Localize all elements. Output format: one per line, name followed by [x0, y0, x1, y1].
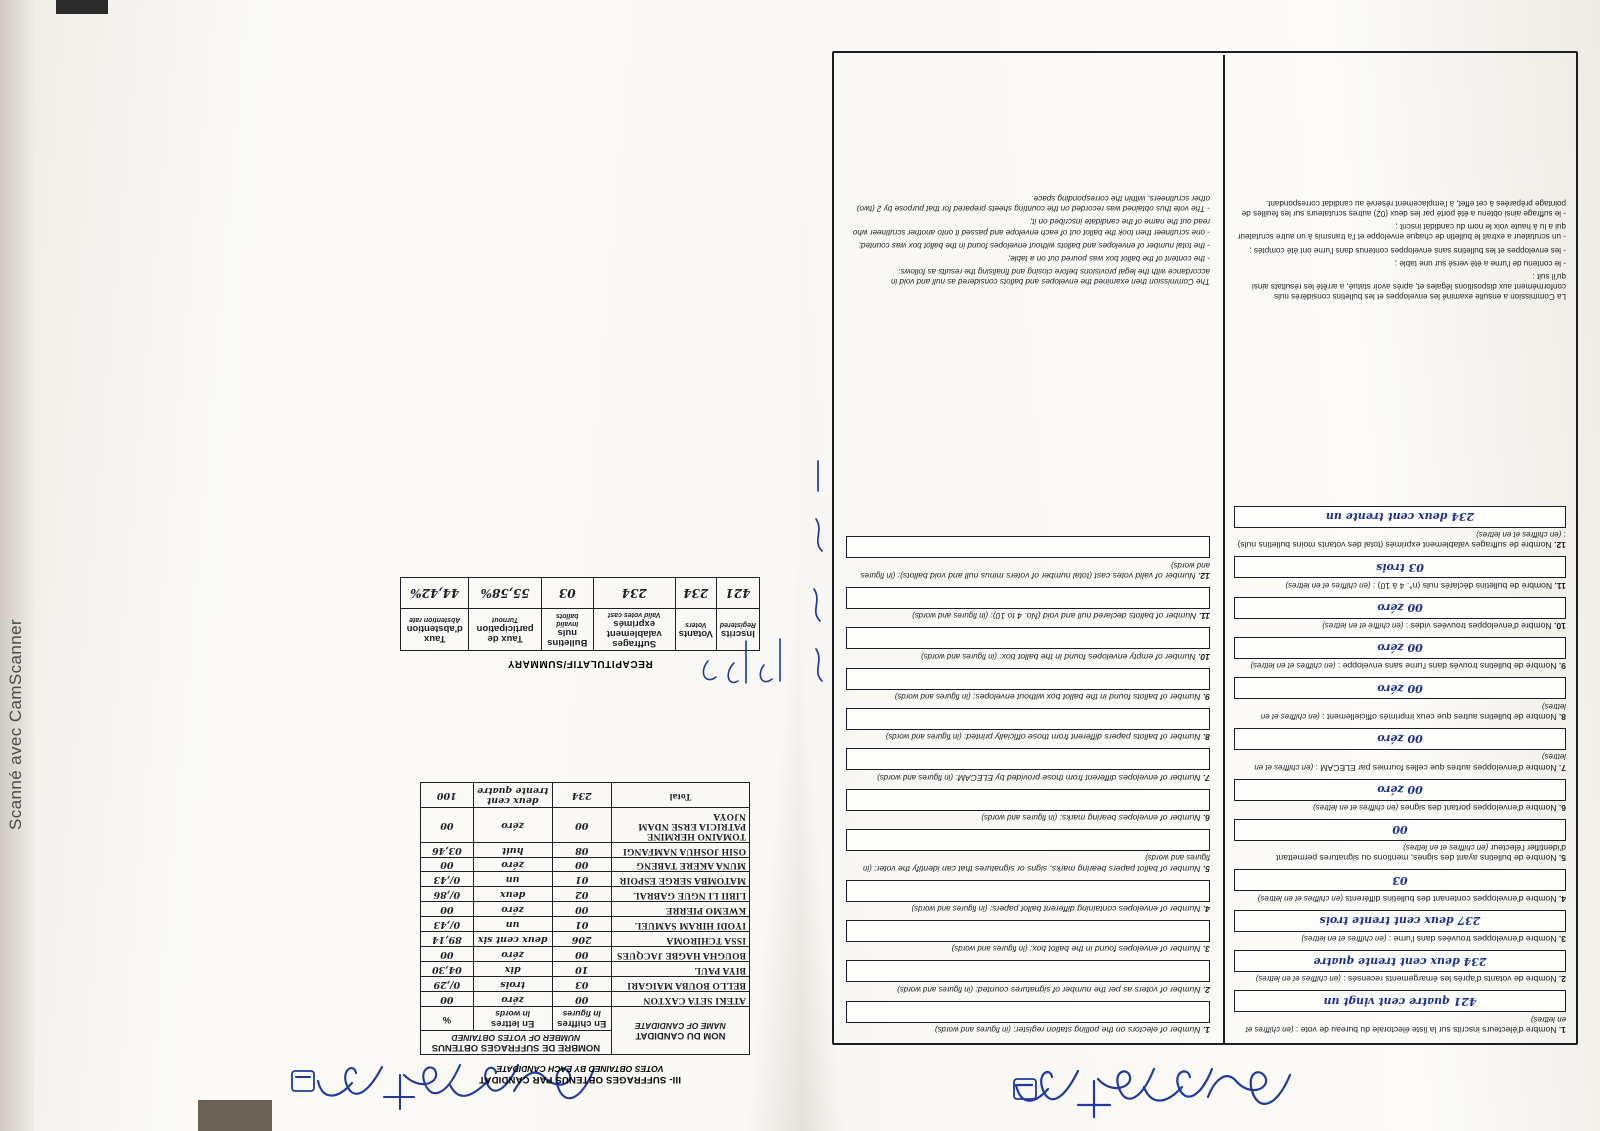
candidate-name: IYODI HIRAM SAMUEL [611, 917, 749, 932]
votes-words: deux cent six [473, 932, 552, 947]
result-value-box[interactable] [846, 1001, 1210, 1023]
recap-column-header: Votants Voters [675, 608, 716, 650]
section-heading: III- SUFFRAGES OBTENUS PAR CANDIDAT VOTES OBTAINED BY EACH CANDIDATE [479, 1064, 681, 1085]
result-item: 2. Number of voters as per the number of signatures counted: (in figures and words) [848, 960, 1210, 994]
result-item: 5. Number of ballot papers bearing marks, signs or signatures that can identify the voter: (in figures and words) [848, 829, 1210, 874]
result-value-box[interactable]: 00 zéro [1234, 779, 1566, 801]
candidate-name: MATOMBA SERGE ESPOIR [611, 872, 749, 887]
result-item: 5. Nombre de bulletins ayant des signes, mentions ou signatures permettant d'identifier l'électeur (en chiffres et en lettres) 00 [1236, 819, 1566, 863]
results-column-french [1236, 500, 1566, 1035]
table-row [421, 977, 750, 992]
recap-value: 234 [593, 577, 675, 608]
recap-column-header: Suffrages valablement exprimés Valid votes cast [593, 608, 675, 650]
table-row [421, 842, 750, 857]
votes-figures: 08 [552, 842, 611, 857]
frame-divider [1223, 55, 1225, 1045]
votes-percent: 03,46 [421, 842, 474, 857]
votes-figures: 00 [552, 807, 611, 842]
preamble-paragraph: - le suffrage ainsi obtenu a été porté par les deux (02) autres scrutateurs sur les feuilles de pointage préparées à cet effet, à l'emplacement réservé au candidat correspondant. [1241, 199, 1566, 219]
result-item: 2. Nombre de votants d'après les émargements recensés : (en chiffres et en lettres) 234 deux cent trente quatre [1236, 950, 1566, 984]
votes-percent: 0/,86 [421, 887, 474, 902]
result-value-box[interactable]: 00 zéro [1234, 728, 1566, 750]
result-value-box[interactable]: 00 [1234, 819, 1566, 841]
preamble-paragraph: La Commission a ensuite examiné les enveloppes et les bulletins considérés nuls conformément aux dispositions légales et, après avoir statué, a arrêté les résultats ainsi qu'il suit : [1251, 271, 1566, 301]
votes-words: zéro [473, 992, 552, 1007]
votes-words: un [473, 872, 552, 887]
votes-percent: 00 [421, 902, 474, 917]
candidate-name: BELLO BOUBA MAIGARI [611, 977, 749, 992]
scan-edge-left [0, 0, 34, 1131]
candidate-votes-table [420, 782, 750, 1055]
result-value-box[interactable]: 234 deux cent trente un [1234, 506, 1566, 528]
recap-title: RECAPITULATIF/SUMMARY [507, 658, 653, 669]
candidate-name: TOMAINO HERMINE PATRICIA ERSE NDAM NJOYA [611, 807, 749, 842]
col-votes-en: NUMBER OF VOTES OBTAINED [451, 1033, 581, 1044]
result-value-box[interactable]: 421 quatre cent vingt un [1234, 990, 1566, 1012]
scan-artifact-top [56, 0, 108, 14]
table-row [421, 992, 750, 1007]
votes-words: huit [473, 842, 552, 857]
votes-percent: 00 [421, 947, 474, 962]
result-value-box[interactable] [846, 880, 1210, 902]
result-item: 1. Number of electors on the polling station register: (in figures and words) [848, 1001, 1210, 1035]
subcol-percent: % [442, 1013, 452, 1025]
table-row [421, 932, 750, 947]
votes-percent: 0/,43 [421, 917, 474, 932]
candidate-name: ATEKI SETA CAXTON [611, 992, 749, 1007]
table-row [421, 947, 750, 962]
table-row [421, 887, 750, 902]
result-value-box[interactable] [846, 668, 1210, 690]
result-item: 4. Nombre d'enveloppes contenant des bulletins différents (en chiffres et en lettres) 03 [1236, 869, 1566, 903]
result-value-box[interactable]: 00 zéro [1234, 677, 1566, 699]
preamble-paragraph: - one scrutineer then took the ballot out of each envelope and passed it onto another scrutineer who read out the name of the candidate inscribed on it; [852, 217, 1210, 237]
recap-column-header: Bulletins nuls Invalid ballots [541, 608, 593, 650]
candidate-name: OSIH JOSHUA NAMFANGI [611, 842, 749, 857]
margin-ink-notes-right [804, 441, 830, 701]
signature-right [1000, 1049, 1300, 1125]
votes-percent: 00 [421, 857, 474, 872]
recap-value: 234 [675, 577, 716, 608]
votes-figures: 00 [552, 992, 611, 1007]
subcol-letters-fr: En lettres [490, 1018, 535, 1030]
votes-figures: 206 [552, 932, 611, 947]
camscanner-watermark: Scanné avec CamScanner [6, 618, 25, 830]
votes-words: dix [473, 962, 552, 977]
table-row [421, 872, 750, 887]
preamble-paragraph: - le contenu de l'urne a été versé sur une table ; [1394, 258, 1566, 268]
votes-words: zéro [473, 902, 552, 917]
result-value-box[interactable] [846, 708, 1210, 730]
total-words: deux cent trente quatre [473, 782, 552, 807]
votes-figures: 02 [552, 887, 611, 902]
result-item: 1. Nombre d'électeurs inscrits sur la liste électorale du bureau de vote : (en chiffres et en lettres) 421 quatre cent vingt un [1236, 990, 1566, 1035]
votes-percent: 0/,29 [421, 977, 474, 992]
recap-column-header: Taux de participation Turnout [469, 608, 541, 650]
result-item: 9. Number of ballots found in the ballot box without envelopes: (in figures and words) [848, 668, 1210, 702]
subcol-figures-fr: En chiffres [557, 1018, 607, 1030]
result-value-box[interactable]: 03 [1234, 869, 1566, 891]
result-value-box[interactable]: 234 deux cent trente quatre [1234, 950, 1566, 972]
votes-words: zéro [473, 947, 552, 962]
result-value-box[interactable] [846, 748, 1210, 770]
votes-percent: 0/,43 [421, 872, 474, 887]
result-item: 11. Number of ballots declared null and void (No. 4 to 10): (in figures and words) [848, 587, 1210, 621]
total-figures: 234 [552, 782, 611, 807]
preamble-paragraph: - the total number of envelopes and ballots without envelopes found in the ballot box was counted; [858, 240, 1210, 250]
col-candidate-fr: NOM DU CANDIDAT [635, 1030, 726, 1042]
result-value-box[interactable] [846, 587, 1210, 609]
col-candidate-en: NAME OF CANDIDATE [634, 1021, 726, 1032]
votes-figures: 01 [552, 872, 611, 887]
candidate-name: LIBII LI NGUE GABRAL [611, 887, 749, 902]
result-item: 6. Number of envelopes bearing marks: (in figures and words) [848, 789, 1210, 823]
table-row-total [421, 782, 750, 807]
votes-figures: 00 [552, 902, 611, 917]
result-value-box[interactable] [846, 960, 1210, 982]
result-item: 3. Nombre d'enveloppes trouvées dans l'urne : (en chiffres et en lettres) 237 deux cent trente trois [1236, 910, 1566, 944]
right-page-rotated-content [800, 0, 1600, 1131]
preamble-paragraph: - un scrutateur a extrait le bulletin de chaque enveloppe et l'a transmis à un autre scrutateur qui a lu à haute voix le nom du candidat inscrit ; [1237, 222, 1566, 242]
result-value-box[interactable] [846, 789, 1210, 811]
preamble-english [848, 190, 1210, 286]
result-value-box[interactable]: 03 trois [1234, 556, 1566, 578]
table-row [421, 807, 750, 842]
result-item: 11. Nombre de bulletins déclarés nuls (n°. 4 à 10) : (en chiffres et en lettres) 03 trois [1236, 556, 1566, 590]
result-item: 7. Number of envelopes different from those provided by ELECAM: (in figures and words) [848, 748, 1210, 782]
votes-figures: 01 [552, 917, 611, 932]
result-item: 10. Number of empty envelopes found in the ballot box: (in figures and words) [848, 627, 1210, 661]
result-item: 8. Number of ballots papers different from those officially printed: (in figures and words) [848, 708, 1210, 742]
recap-summary-table [400, 577, 760, 651]
recap-value: 55,58% [469, 577, 541, 608]
total-percent: 100 [421, 782, 474, 807]
votes-figures: 10 [552, 962, 611, 977]
result-item: 12. Nombre de suffrages valablement exprimés (total des votants moins bulletins nuls) : (en chiffres et en lettres) 234 deux cent trente un [1236, 506, 1566, 550]
subcol-letters-en: In words [495, 1009, 531, 1020]
recap-column-header: Taux d'abstention Abstention rate [401, 608, 469, 650]
preamble-paragraph: - The vote thus obtained was recorded on the counting sheets prepared for that purpose by 2 (two) other scrutineers, within the corresponding space. [856, 194, 1210, 214]
result-item: 4. Number of envelopes containing different ballot papers: (in figures and words) [848, 880, 1210, 914]
result-value-box[interactable]: 00 zéro [1234, 637, 1566, 659]
results-column-english [848, 530, 1210, 1035]
col-votes-fr: NOMBRE DE SUFFRAGES OBTENUS [431, 1042, 601, 1053]
result-value-box[interactable]: 00 zéro [1234, 597, 1566, 619]
result-item: 9. Nombre de bulletins trouvés dans l'urne sans enveloppe : (en chiffres et en lettres) 00 zéro [1236, 637, 1566, 671]
table-row [421, 962, 750, 977]
result-item: 10. Nombre d'enveloppes trouvées vides : (en chiffre et en lettres) 00 zéro [1236, 597, 1566, 631]
votes-percent: 00 [421, 807, 474, 842]
result-item: 6. Nombre d'enveloppes portant des signes (en chiffres et en lettres) 00 zéro [1236, 779, 1566, 813]
total-label: Total [611, 782, 749, 807]
result-value-box[interactable] [846, 920, 1210, 942]
votes-words: zéro [473, 857, 552, 872]
candidate-name: KWEMO PIERRE [611, 902, 749, 917]
preamble-paragraph: - the content of the ballot box was poured out on a table; [1007, 253, 1210, 263]
preamble-paragraph: The Commission then examined the envelopes and ballots considered as null and void in accordance with the legal provisions before closing and finalising the results as follows: [891, 266, 1210, 286]
recap-value: 421 [716, 577, 759, 608]
subcol-figures-en: In figures [562, 1009, 601, 1020]
votes-figures: 00 [552, 857, 611, 872]
result-value-box[interactable] [846, 627, 1210, 649]
candidate-name: ISSA TCHIROMA [611, 932, 749, 947]
result-value-box[interactable] [846, 829, 1210, 851]
votes-words: un [473, 917, 552, 932]
candidate-name: BOUGHA HAGBE JACQUES [611, 947, 749, 962]
preamble-french [1236, 195, 1566, 301]
recap-value: 03 [541, 577, 593, 608]
votes-figures: 03 [552, 977, 611, 992]
table-row [421, 917, 750, 932]
votes-words: trois [473, 977, 552, 992]
votes-words: zéro [473, 807, 552, 842]
table-row [421, 902, 750, 917]
result-item: 7. Nombre d'enveloppes autres que celles fournies par ELECAM : (en chiffres et en lettres) 00 zéro [1236, 728, 1566, 773]
result-value-box[interactable]: 237 deux cent trente trois [1234, 910, 1566, 932]
votes-percent: 04,30 [421, 962, 474, 977]
table-row [421, 857, 750, 872]
candidate-name: BIYA PAUL [611, 962, 749, 977]
preamble-paragraph: - les enveloppes et les bulletins sans enveloppes contenus dans l'urne ont été comptés ; [1249, 245, 1566, 255]
votes-percent: 89,14 [421, 932, 474, 947]
result-item: 8. Nombre de bulletins autres que ceux imprimés officiellement : (en chiffres et en lettres) 00 zéro [1236, 677, 1566, 722]
votes-percent: 00 [421, 992, 474, 1007]
votes-words: deux [473, 887, 552, 902]
result-item: 3. Number of envelopes found in the ballot box: (in figures and words) [848, 920, 1210, 954]
result-value-box[interactable] [846, 536, 1210, 558]
result-item: 12. Number of valid votes cast (total number of voters minus null and void ballots): (in figures and words) [848, 536, 1210, 581]
votes-figures: 00 [552, 947, 611, 962]
recap-column-header: Inscrits Registered [716, 608, 759, 650]
candidate-name: MUNA AKERE TABENG [611, 857, 749, 872]
scan-artifact-bottom [198, 1100, 272, 1131]
recap-value: 44,42% [401, 577, 469, 608]
